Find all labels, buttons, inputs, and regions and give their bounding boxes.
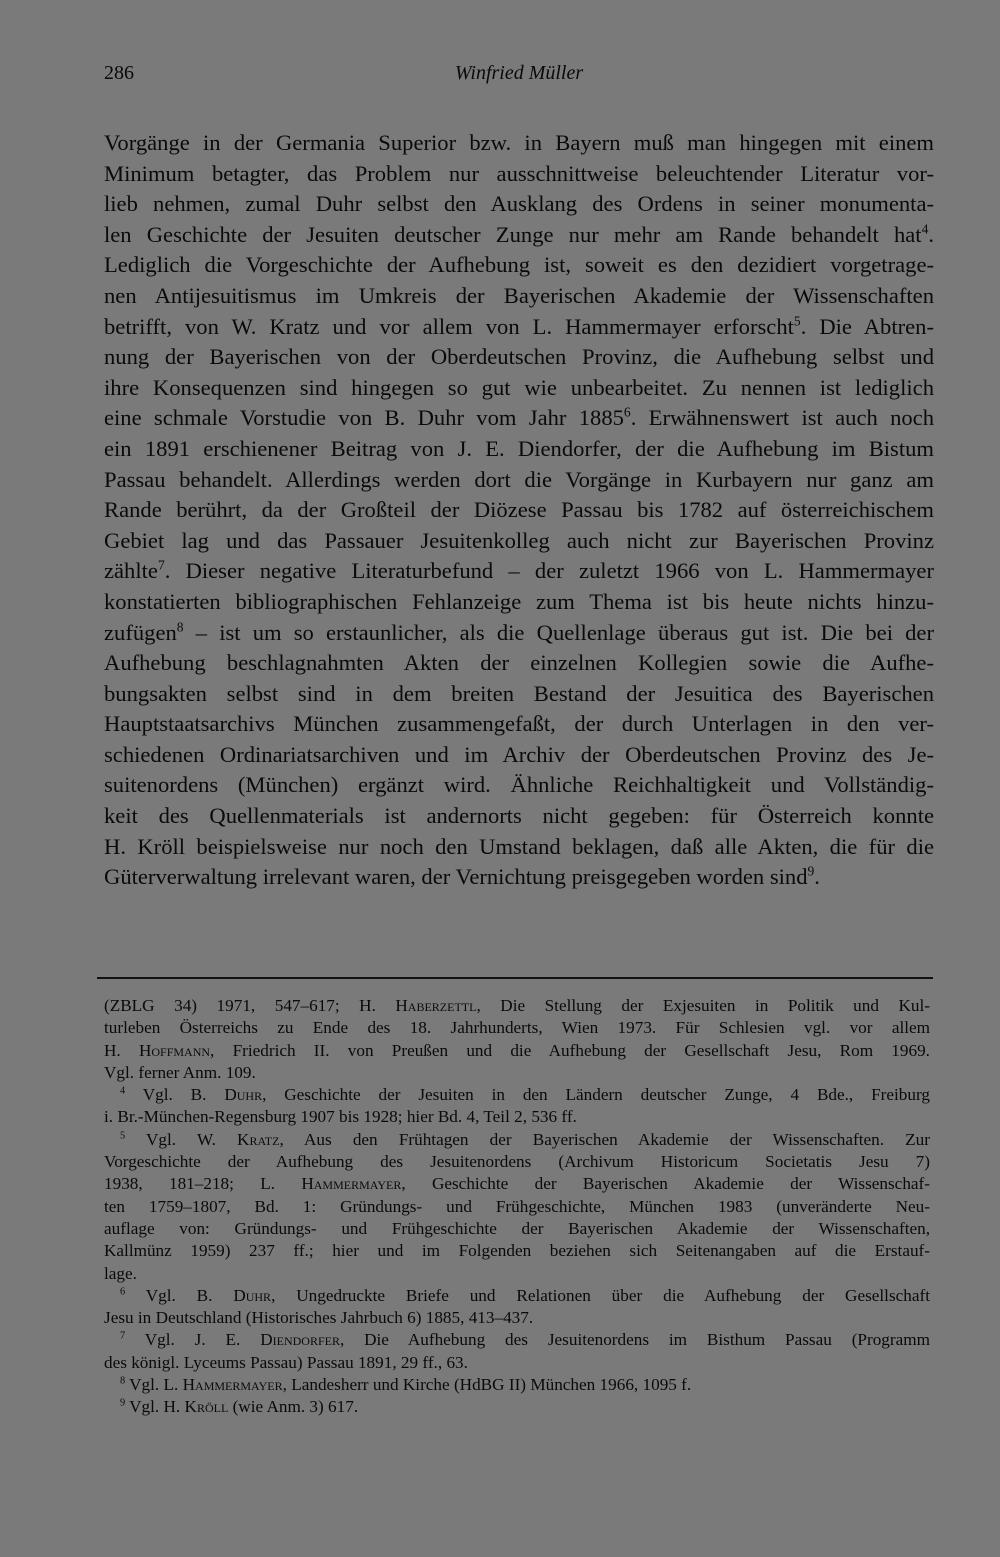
footnote-line: des königl. Lyceums Passau) Passau 1891, 29 ff., 63.: [104, 1352, 468, 1372]
footnote-line: turleben Österreichs zu Ende des 18. Jahrhunderts, Wien 1973. Für Schlesien vgl. vor allem: [104, 1018, 930, 1038]
text-line: Lediglich die Vorgeschichte der Aufhebung ist, soweit es den dezidiert vorgetrage-: [104, 252, 934, 278]
footnote-number: 4: [120, 1085, 126, 1097]
fn-text: H.: [104, 1040, 139, 1060]
footnote-ref-4: 4: [921, 221, 929, 237]
text-line: Minimum betagter, das Problem nur ausschnittweise beleuchtender Literatur vor-: [104, 160, 934, 186]
text-line: [104, 862, 934, 893]
footnote-ref-6: 6: [623, 404, 631, 420]
footnotes: [104, 995, 930, 1419]
footnote-6: [104, 1285, 930, 1307]
author-name: Kröll: [184, 1397, 229, 1417]
text-line: bungsakten selbst sind in dem breiten Bestand der Jesuitica des Bayerischen: [104, 680, 934, 706]
text-segment: .: [814, 864, 820, 890]
text-line: [104, 618, 934, 649]
footnote-line: i. Br.-München-Regensburg 1907 bis 1928; hier Bd. 4, Teil 2, 536 ff.: [104, 1107, 577, 1127]
fn-text: Vgl. B.: [125, 1285, 234, 1305]
fn-text: Vgl. H.: [125, 1397, 185, 1417]
page-header: [104, 62, 934, 92]
footnote-9: [104, 1396, 930, 1418]
fn-text: , Landesherr und Kirche (HdBG II) München 1966, 1095 f.: [282, 1375, 692, 1395]
footnote-ref-5: 5: [793, 313, 801, 329]
text-line: Rande berührt, da der Großteil der Diözese Passau bis 1782 auf österreichischem: [104, 497, 934, 523]
footnote-line: Vgl. ferner Anm. 109.: [104, 1062, 256, 1082]
footnote-line: auflage von: Gründungs- und Frühgeschichte der Bayerischen Akademie der Wissenschaften,: [104, 1218, 930, 1238]
text-segment: . Die Abtren-: [800, 313, 934, 339]
author-name: Kratz: [237, 1129, 280, 1149]
text-segment: . Dieser negative Literaturbefund – der zuletzt 1966 von L. Hammermayer: [164, 558, 934, 584]
text-line: ihre Konsequenzen sind hingegen so gut wie unbearbeitet. Zu nennen ist lediglich: [104, 374, 934, 400]
footnote-line: [104, 995, 930, 1017]
footnote-ref-8: 8: [176, 618, 184, 634]
text-line: nung der Bayerischen von der Oberdeutschen Provinz, die Aufhebung selbst und: [104, 344, 934, 370]
fn-text: , Ungedruckte Briefe und Relationen über die Aufhebung der Gesellschaft: [271, 1285, 930, 1305]
text-line: schiedenen Ordinariatsarchiven und im Archiv der Oberdeutschen Provinz des Je-: [104, 741, 934, 767]
fn-text: , Die Stellung der Exjesuiten in Politik und Kul-: [476, 996, 930, 1015]
author-name: Diendorfer: [260, 1330, 340, 1350]
text-segment: zählte: [104, 558, 158, 584]
author-name: Duhr: [233, 1285, 272, 1305]
fn-text: Vgl. L.: [125, 1375, 183, 1395]
text-line: Passau behandelt. Allerdings werden dort die Vorgänge in Kurbayern nur ganz am: [104, 466, 934, 492]
text-line: Gebiet lag und das Passauer Jesuitenkolleg auch nicht zur Bayerischen Provinz: [104, 527, 934, 553]
footnote-number: 7: [120, 1330, 126, 1342]
footnote-line: Kallmünz 1959) 237 ff.; hier und im Folgenden beziehen sich Seitenangaben auf die Erstauf-: [104, 1241, 930, 1261]
text-line: [104, 556, 934, 587]
footnote-ref-9: 9: [807, 863, 815, 879]
footnote-line: [104, 1040, 930, 1062]
text-line: keit des Quellenmaterials ist andernorts nicht gegeben: für Österreich konnte: [104, 803, 934, 829]
text-segment: zufügen: [104, 619, 177, 645]
fn-text: Vgl. J. E.: [125, 1330, 261, 1350]
text-segment: .: [928, 221, 934, 247]
author-name: Hammermayer: [301, 1174, 402, 1194]
fn-text: , Geschichte der Jesuiten in den Ländern deutscher Zunge, 4 Bde., Freiburg: [262, 1085, 930, 1105]
text-line: [104, 220, 934, 251]
running-title: Winfried Müller: [454, 62, 584, 84]
text-segment: Güterverwaltung irrelevant waren, der Vernichtung preisgegeben worden sind: [104, 864, 808, 890]
text-line: konstatierten bibliographischen Fehlanzeige zum Thema ist bis heute nichts hinzu-: [104, 588, 934, 614]
footnote-number: 9: [120, 1397, 126, 1409]
fn-text: , Friedrich II. von Preußen und die Aufhebung der Gesellschaft Jesu, Rom 1969.: [210, 1040, 930, 1060]
footnote-number: 8: [120, 1375, 126, 1387]
fn-text: 1938, 181–218; L.: [104, 1174, 302, 1194]
text-line: suitenordens (München) ergänzt wird. Ähnliche Reichhaltigkeit und Vollständig-: [104, 772, 934, 798]
text-segment: betrifft, von W. Kratz und vor allem von L. Hammermayer erforscht: [104, 313, 794, 339]
author-name: Hammermayer: [182, 1375, 283, 1395]
fn-text: Vgl. W.: [125, 1129, 238, 1149]
text-line: H. Kröll beispielsweise nur noch den Umstand beklagen, daß alle Akten, die für die: [104, 833, 934, 859]
fn-text: Vgl. B.: [125, 1085, 225, 1105]
footnote-line: ten 1759–1807, Bd. 1: Gründungs- und Frühgeschichte, München 1983 (unveränderte Neu-: [104, 1196, 930, 1216]
fn-text: , Geschichte der Bayerischen Akademie der Wissenschaf-: [401, 1174, 930, 1194]
footnote-7: [104, 1329, 930, 1351]
footnote-4: [104, 1084, 930, 1106]
text-line: [104, 403, 934, 434]
fn-text: (wie Anm. 3) 617.: [228, 1397, 359, 1417]
footnote-8: [104, 1374, 930, 1396]
text-line: [104, 312, 934, 343]
footnote-line: Jesu in Deutschland (Historisches Jahrbuch 6) 1885, 413–437.: [104, 1308, 534, 1328]
text-line: lieb nehmen, zumal Duhr selbst den Ausklang des Ordens in seiner monumenta-: [104, 191, 934, 217]
footnote-ref-7: 7: [157, 557, 165, 573]
fn-text: (ZBLG 34) 1971, 547–617; H.: [104, 996, 396, 1015]
text-line: ein 1891 erschienener Beitrag von J. E. Diendorfer, der die Aufhebung im Bistum: [104, 435, 934, 461]
author-name: Haberzettl: [395, 996, 477, 1015]
fn-text: , Aus den Frühtagen der Bayerischen Akademie der Wissenschaften. Zur: [279, 1129, 930, 1149]
text-line: Vorgänge in der Germania Superior bzw. in Bayern muß man hingegen mit einem: [104, 130, 934, 155]
text-segment: – ist um so erstaunlicher, als die Quellenlage überaus gut ist. Die bei der: [183, 619, 934, 645]
footnote-divider: [97, 977, 933, 979]
footnote-line: [104, 1173, 930, 1195]
text-line: Aufhebung beschlagnahmten Akten der einzelnen Kollegien sowie die Aufhe-: [104, 650, 934, 676]
text-segment: eine schmale Vorstudie von B. Duhr vom Jahr 1885: [104, 405, 624, 431]
text-line: nen Antijesuitismus im Umkreis der Bayerischen Akademie der Wissenschaften: [104, 282, 934, 308]
footnote-number: 6: [120, 1286, 126, 1298]
text-line: Hauptstaatsarchivs München zusammengefaßt, der durch Unterlagen in den ver-: [104, 711, 934, 737]
main-text: [104, 128, 934, 893]
footnote-5: [104, 1129, 930, 1151]
fn-text: , Die Aufhebung des Jesuitenordens im Bisthum Passau (Programm: [339, 1330, 930, 1350]
footnote-number: 5: [120, 1130, 126, 1142]
text-segment: . Erwähnenswert ist auch noch: [630, 405, 935, 431]
footnote-line: Vorgeschichte der Aufhebung des Jesuitenordens (Archivum Historicum Societatis Jesu 7): [104, 1152, 930, 1172]
footnote-line: lage.: [104, 1263, 137, 1283]
text-segment: len Geschichte der Jesuiten deutscher Zunge nur mehr am Rande behandelt hat: [104, 221, 922, 247]
page-number: 286: [104, 62, 134, 84]
author-name: Duhr: [224, 1085, 263, 1105]
author-name: Hoffmann: [138, 1040, 211, 1060]
